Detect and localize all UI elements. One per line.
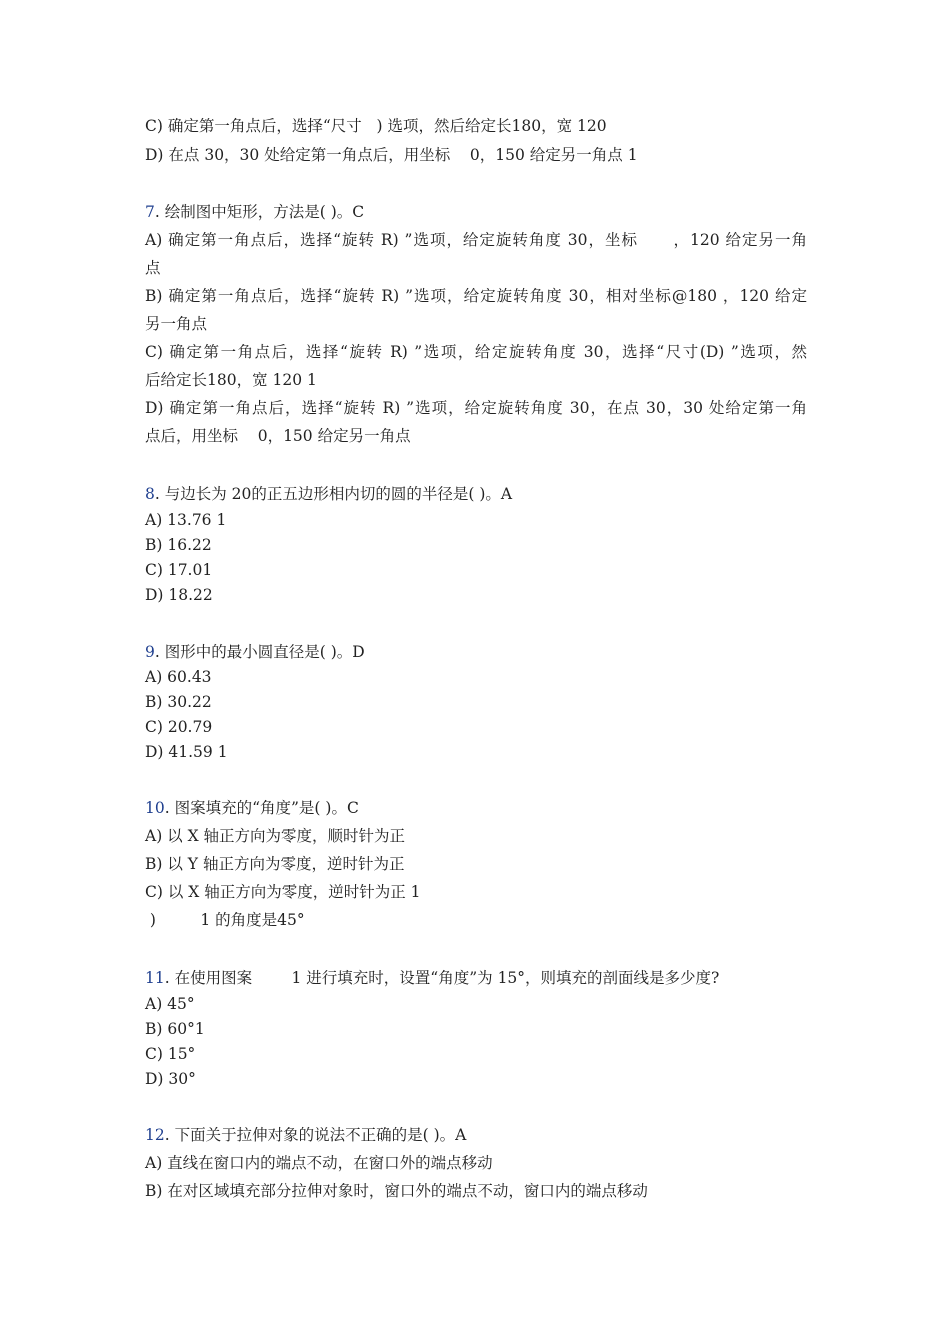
option-7b-cont: 另一角点 [145, 315, 208, 333]
option-6c: C) 确定第一角点后，选择“尺寸 ) 选项，然后给定长180，宽 120 [145, 117, 607, 135]
option-11b: B) 60°1 [145, 1020, 205, 1038]
question-7: 7. 绘制图中矩形，方法是( )。C [145, 203, 365, 221]
question-number: 12 [145, 1126, 165, 1144]
option-7c-cont: 后给定长180，宽 120 1 [145, 371, 317, 389]
option-12b: B) 在对区域填充部分拉伸对象时，窗口外的端点不动，窗口内的端点移动 [145, 1182, 648, 1200]
option-6d: D) 在点 30，30 处给定第一角点后，用坐标 0，150 给定另一角点 1 [145, 146, 638, 164]
option-8a: A) 13.76 1 [145, 511, 227, 529]
option-11d: D) 30° [145, 1070, 196, 1088]
option-7a: A) 确定第一角点后，选择“旋转 R) ”选项，给定旋转角度 30，坐标 ，120 给定另一角 [145, 231, 807, 249]
question-11: 11. 在使用图案 1 进行填充时，设置“角度”为 15°，则填充的剖面线是多少度? [145, 969, 720, 987]
question-9: 9. 图形中的最小圆直径是( )。D [145, 643, 365, 661]
option-8c: C) 17.01 [145, 561, 213, 579]
option-7c: C) 确定第一角点后，选择“旋转 R) ”选项，给定旋转角度 30，选择“尺寸(D) ”选项，然 [145, 343, 807, 361]
question-number: 11 [145, 969, 165, 987]
question-12: 12. 下面关于拉伸对象的说法不正确的是( )。A [145, 1126, 467, 1144]
option-7d-cont: 点后，用坐标 0，150 给定另一角点 [145, 427, 411, 445]
option-7a-cont: 点 [145, 259, 161, 277]
option-11a: A) 45° [145, 995, 195, 1013]
option-10c: C) 以 X 轴正方向为零度，逆时针为正 1 [145, 883, 421, 901]
question-10: 10. 图案填充的“角度”是( )。C [145, 799, 359, 817]
option-7d: D) 确定第一角点后，选择“旋转 R) ”选项，给定旋转角度 30，在点 30，30 处给定第一角 [145, 399, 807, 417]
option-8d: D) 18.22 [145, 586, 213, 604]
question-number: 10 [145, 799, 165, 817]
option-10a: A) 以 X 轴正方向为零度，顺时针为正 [145, 827, 406, 845]
question-8: 8. 与边长为 20的正五边形相内切的圆的半径是( )。A [145, 485, 513, 503]
option-12a: A) 直线在窗口内的端点不动，在窗口外的端点移动 [145, 1154, 493, 1172]
option-8b: B) 16.22 [145, 536, 212, 554]
option-9c: C) 20.79 [145, 718, 213, 736]
option-9b: B) 30.22 [145, 693, 212, 711]
option-10d: ) 1 的角度是45° [145, 911, 305, 929]
option-7b: B) 确定第一角点后，选择“旋转 R) ”选项，给定旋转角度 30，相对坐标@180 ，120 给定 [145, 287, 807, 305]
question-number: 7 [145, 203, 155, 221]
question-number: 9 [145, 643, 155, 661]
option-9a: A) 60.43 [145, 668, 212, 686]
question-number: 8 [145, 485, 155, 503]
option-11c: C) 15° [145, 1045, 196, 1063]
option-9d: D) 41.59 1 [145, 743, 228, 761]
option-10b: B) 以 Y 轴正方向为零度，逆时针为正 [145, 855, 405, 873]
